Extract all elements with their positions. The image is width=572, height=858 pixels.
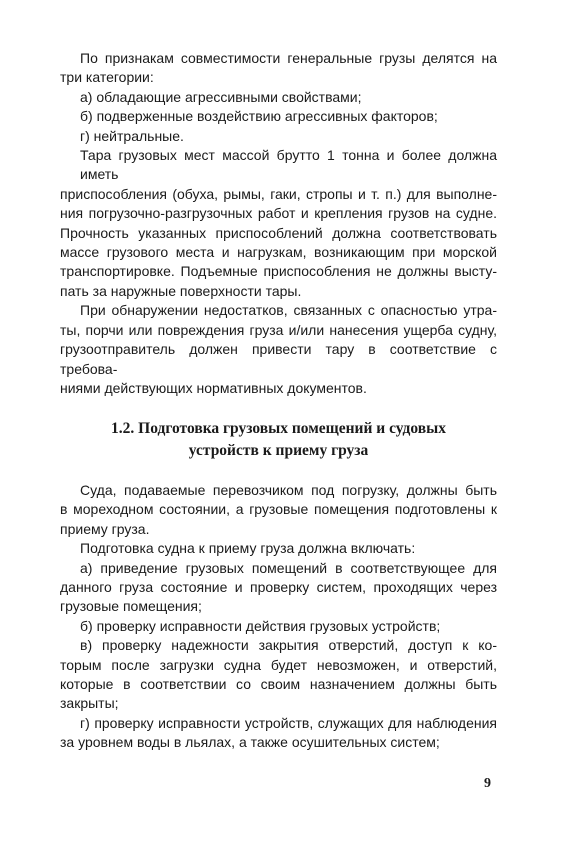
section-heading <box>60 418 497 462</box>
text-line: Подготовка судна к приему груза должна включать: <box>80 540 416 557</box>
list-item: в) проверку надежности закрытия отверстий, доступ к ко- <box>80 637 497 654</box>
text-line: Прочность указанных приспособлений должна соответствовать <box>60 224 497 241</box>
text-line: которые в соответствии со своим назначением должны быть <box>60 676 497 693</box>
text-line: за уровнем воды в льялах, а также осушительных систем; <box>60 734 440 751</box>
text-line: При обнаружении недостатков, связанных с опасностью утра- <box>80 302 497 319</box>
text-line: ниями действующих нормативных документов. <box>60 379 367 396</box>
text-line: грузоотправитель должен привести тару в соответствие с требова- <box>60 341 497 377</box>
heading-line-2: устройств к приему груза <box>188 442 369 459</box>
list-item: г) проверку исправности устройств, служащих для наблюдения <box>80 714 497 731</box>
text-line: грузовые помещения; <box>60 598 202 615</box>
text-line: Суда, подаваемые перевозчиком под погрузку, должны быть <box>80 482 497 498</box>
text-line: ты, порчи или повреждения груза и/или нанесения ущерба судну, <box>60 321 497 338</box>
text-line: ния погрузочно-разгрузочных работ и крепления грузов на судне. <box>60 205 497 222</box>
text-line: торым после загрузки судна будет невозможен, и отверстий, <box>60 656 497 673</box>
text-line: данного груза состояние и проверку систем, проходящих через <box>60 579 497 596</box>
list-item: а) приведение грузовых помещений в соответствующее для <box>80 559 497 576</box>
text-line: По признакам совместимости генеральные грузы делятся на <box>80 50 497 66</box>
text-line: приему груза. <box>60 520 150 537</box>
list-item: г) нейтральные. <box>80 127 184 144</box>
list-item: а) обладающие агрессивными свойствами; <box>80 88 362 105</box>
page-number: 9 <box>484 776 491 791</box>
text-line: массе грузового места и нагрузкам, возникающим при морской <box>60 244 497 261</box>
text-line: три категории: <box>60 69 154 86</box>
section1-text <box>60 49 497 398</box>
heading-line-1: 1.2. Подготовка грузовых помещений и судовых <box>111 420 446 437</box>
text-line: пать за наружные поверхности тары. <box>60 282 302 299</box>
list-item: б) подверженные воздействию агрессивных факторов; <box>80 108 438 125</box>
section2-text <box>60 481 497 753</box>
text-line: закрыты; <box>60 695 119 712</box>
text-line: приспособления (обуха, рымы, гаки, стропы и т. п.) для выполне- <box>60 185 497 202</box>
text-line: в мореходном состоянии, а грузовые помещения подготовлены к <box>60 501 497 518</box>
list-item: б) проверку исправности действия грузовых устройств; <box>80 617 441 634</box>
text-line: Тара грузовых мест массой брутто 1 тонна и более должна иметь <box>80 147 497 183</box>
text-line: транспортировке. Подъемные приспособления не должны высту- <box>60 263 497 280</box>
